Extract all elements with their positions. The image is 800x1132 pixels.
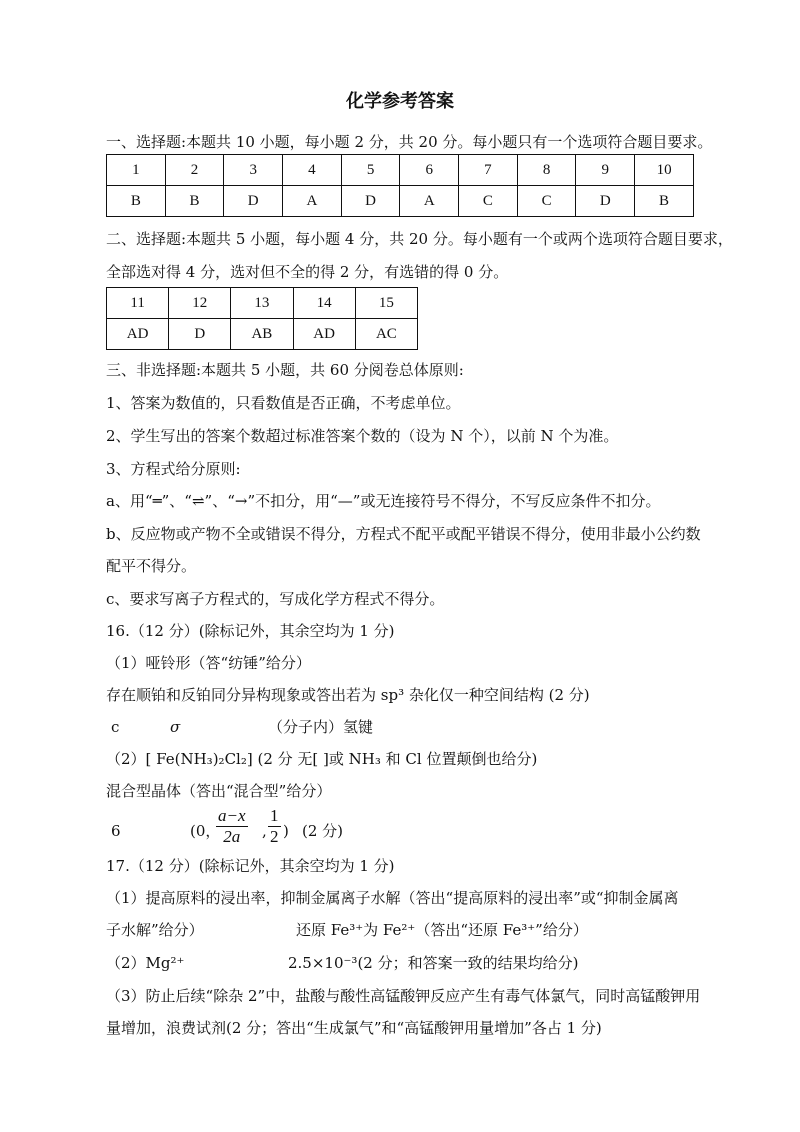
q16-part2: （2）[ Fe(NH₃)₂Cl₂] (2 分 无[ ]或 NH₃ 和 Cl 位置颠倒也给分) xyxy=(106,750,538,768)
coord-fraction-1 xyxy=(216,806,248,847)
table-cell: 5 xyxy=(341,155,400,186)
rule-3b-cont: 配平不得分。 xyxy=(106,557,197,575)
table-cell: B xyxy=(107,186,166,217)
fraction-numerator: a−x xyxy=(218,806,246,825)
rule-3b: b、反应物或产物不全或错误不得分，方程式不配平或配平错误不得分，使用非最小公约数 xyxy=(106,525,701,543)
q16-part1-c-answer: c xyxy=(111,718,120,736)
table-row-numbers xyxy=(107,155,694,186)
coord-comma: , xyxy=(262,822,267,840)
rule-3c: c、要求写离子方程式的，写成化学方程式不得分。 xyxy=(106,590,445,608)
table-cell: A xyxy=(283,186,342,217)
table-cell: C xyxy=(459,186,518,217)
q16-coord-close: ) xyxy=(283,822,289,840)
table-cell: D xyxy=(341,186,400,217)
table-cell: 3 xyxy=(224,155,283,186)
table-cell: AD xyxy=(293,319,355,350)
q16-part1-b: 存在顺铂和反铂同分异构现象或答出若为 sp³ 杂化仅一种空间结构 (2 分) xyxy=(106,686,590,704)
q17-part1-c: 还原 Fe³⁺为 Fe²⁺（答出“还原 Fe³⁺”给分） xyxy=(296,921,588,939)
section2-answer-table xyxy=(106,287,418,350)
q17-header: 17.（12 分）(除标记外，其余空均为 1 分) xyxy=(106,857,395,875)
table-cell: B xyxy=(635,186,694,217)
q16-part1: （1）哑铃形（答“纺锤”给分） xyxy=(106,654,311,672)
table-cell: C xyxy=(517,186,576,217)
fraction-denominator: 2a xyxy=(223,827,241,846)
fraction-numerator: 1 xyxy=(270,806,279,825)
table-cell: 7 xyxy=(459,155,518,186)
table-cell: 8 xyxy=(517,155,576,186)
table-cell: 15 xyxy=(355,288,417,319)
table-cell: 4 xyxy=(283,155,342,186)
section1-answer-table xyxy=(106,154,694,217)
q16-coord-open: (0， xyxy=(190,822,221,840)
table-row-numbers xyxy=(107,288,418,319)
rule-3: 3、方程式给分原则: xyxy=(106,460,241,478)
table-cell: 12 xyxy=(169,288,231,319)
table-cell: AC xyxy=(355,319,417,350)
section2-heading-line2: 全部选对得 4 分，选对但不全的得 2 分，有选错的得 0 分。 xyxy=(106,263,509,281)
q16-coord-score: (2 分) xyxy=(302,822,344,840)
q17-part3: （3）防止后续“除杂 2”中，盐酸与酸性高锰酸钾反应产生有毒气体氯气，同时高锰酸钾用 xyxy=(106,987,701,1005)
table-cell: 14 xyxy=(293,288,355,319)
q17-part1-b: 子水解”给分） xyxy=(106,921,204,939)
table-cell: 1 xyxy=(107,155,166,186)
q17-part2: （2）Mg²⁺ xyxy=(106,954,185,972)
section1-heading: 一、选择题:本题共 10 小题，每小题 2 分，共 20 分。每小题只有一个选项符合题目要求。 xyxy=(106,133,713,151)
table-cell: 2 xyxy=(165,155,224,186)
q16-part1-c-hbond: （分子内）氢键 xyxy=(268,718,374,736)
table-cell: 9 xyxy=(576,155,635,186)
table-cell: D xyxy=(224,186,283,217)
rule-1: 1、答案为数值的，只看数值是否正确，不考虑单位。 xyxy=(106,394,461,412)
q16-part2-b: 混合型晶体（答出“混合型”给分） xyxy=(106,782,332,800)
table-cell: 10 xyxy=(635,155,694,186)
table-row-answers xyxy=(107,319,418,350)
table-cell: AD xyxy=(107,319,169,350)
table-cell: AB xyxy=(231,319,293,350)
fraction-denominator: 2 xyxy=(270,827,279,846)
q16-part1-c-sigma: σ xyxy=(170,718,181,736)
table-cell: D xyxy=(169,319,231,350)
table-cell: 11 xyxy=(107,288,169,319)
table-cell: B xyxy=(165,186,224,217)
table-cell: 13 xyxy=(231,288,293,319)
q17-part2-b: 2.5×10⁻³(2 分；和答案一致的结果均给分) xyxy=(288,954,579,972)
section3-heading: 三、非选择题:本题共 5 小题，共 60 分阅卷总体原则: xyxy=(106,361,464,379)
q17-part3-b: 量增加，浪费试剂(2 分；答出“生成氯气”和“高锰酸钾用量增加”各占 1 分) xyxy=(106,1019,602,1037)
rule-3a: a、用“═”、“⇌”、“→”不扣分，用“—”或无连接符号不得分，不写反应条件不扣分。 xyxy=(106,492,661,510)
table-cell: 6 xyxy=(400,155,459,186)
q16-part2-c-number: 6 xyxy=(111,822,121,840)
coord-fraction-2 xyxy=(268,806,281,847)
q17-part1: （1）提高原料的浸出率，抑制金属离子水解（答出“提高原料的浸出率”或“抑制金属离 xyxy=(106,889,679,907)
rule-2: 2、学生写出的答案个数超过标准答案个数的（设为 N 个），以前 N 个为准。 xyxy=(106,427,619,445)
section2-heading-line1: 二、选择题:本题共 5 小题，每小题 4 分，共 20 分。每小题有一个或两个选项符合题目要求， xyxy=(106,230,733,248)
page-title: 化学参考答案 xyxy=(346,91,454,112)
table-cell: D xyxy=(576,186,635,217)
table-cell: A xyxy=(400,186,459,217)
q16-header: 16.（12 分）(除标记外，其余空均为 1 分) xyxy=(106,622,395,640)
table-row-answers xyxy=(107,186,694,217)
